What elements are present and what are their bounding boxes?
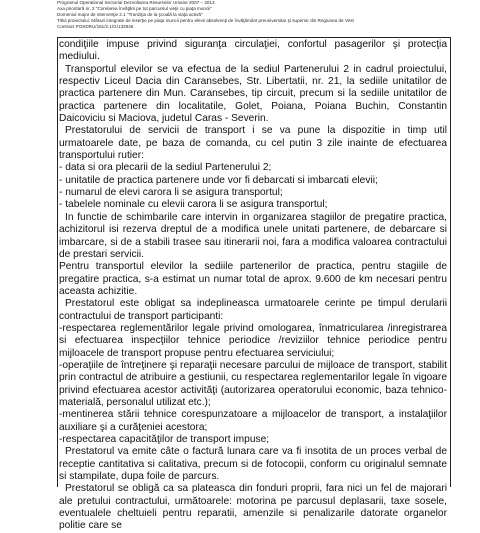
list-item: -respectarea reglementărilor legale privind omologarea, înmatricularea /inregistrarea si efectuarea inspecţiilor tehnice periodice /reviziilor tehnice periodice pentru mijloacele de transport propuse pentru efectuarea serviciului; xyxy=(59,322,447,359)
paragraph: Prestatorul este obligat sa indeplineasca urmatoarele cerinte pe timpul derularii contractului de transport participanti: xyxy=(59,298,447,322)
paragraph: In functie de schimbarile care intervin in organizarea stagiilor de pregatire practica, achizitorul isi rezerva dreptul de a modifica unele unitati partenere, de debarcare si imbarcare, si de a stabili trasee sau itinerarii noi, fara a modifica valoarea contractului de prestari servicii. xyxy=(59,211,447,260)
header-line: Domeniul major de intervenţie 2.1 "Tranziţia de la şcoală la viaţa activă" xyxy=(57,11,203,17)
list-item: - unitatile de practica partenere unde vor fi debarcati si imbarcati elevii; xyxy=(59,174,378,186)
paragraph: Prestatorul se obligă ca sa plateasca din fonduri proprii, fara nici un fel de majorari ale pretului contractului, următoarele: motorina pe parcusul deplasarii, taxe sosele, eventualele cheltuieli pentru reparatii, amenzile si penalizarile datorate organelor politie care se xyxy=(59,483,447,532)
document-body xyxy=(59,39,447,533)
list-item: - numarul de elevi carora li se asigura transportul; xyxy=(59,187,283,199)
list-item: - data si ora plecarii de la sediul Partenerului 2; xyxy=(59,162,272,174)
header-line: Axa prioritară nr. 2 "Corelarea învăţării pe tot parcursul vieţii cu piaţa muncii" xyxy=(57,5,212,11)
paragraph: condiţiile impuse privind siguranţa circulaţiei, confortul pasagerilor şi protecţia mediului. xyxy=(59,39,447,63)
list-item: -respectarea capacităţilor de transport impuse; xyxy=(59,434,270,445)
header-line: Programul Operational Sectorial Dezvoltarea Resurselor Umane 2007 – 2013 xyxy=(57,0,215,5)
header-line: Contract POSDRU/161/2.1/G/132945 xyxy=(57,23,134,29)
list-item: -operaţiile de întreţinere şi reparaţii necesare parcului de mijloace de transport, stabilit prin contractul de atribuire a gestiunii, cu respectarea reglementarilor legale în vigoare privind efectuarea acestor activităţi (autorizarea operatorului economic, baza tehnico-materială, personalul utilizat etc.); xyxy=(59,359,447,408)
paragraph: Transportul elevilor se va efectua de la sediul Partenerului 2 in cadrul proiectului, respectiv Liceul Dacia din Caransebes, Str. Libertatii, nr. 21, la sediile unitatilor de practica partenere din Mun. Caransebes, tip circuit, precum si la sediile unitatilor de practica partenere din localitatile, Golet, Poiana, Poiana Buchin, Constantin Daicoviciu si Maciova, judetul Caras - Severin. xyxy=(59,63,447,125)
paragraph: Prestatorului de servicii de transport i se va pune la dispozitie in timp util urmatoarele date, pe baza de comanda, cu cel putin 3 zile inainte de efectuarea transportului rutier: xyxy=(59,125,447,162)
list-item: -mentinerea stării tehnice corespunzatoare a mijloacelor de transport, a instalaţiilor auxiliare şi a curăţeniei acestora; xyxy=(59,409,447,433)
paragraph: Prestatorul va emite câte o factură lunara care va fi insotita de un proces verbal de receptie cantitativa si calitativa, precum si de fotocopii, conform cu originalul semnate si stampilate, dupa foile de parcurs. xyxy=(59,446,447,483)
page-header xyxy=(57,0,437,30)
header-line: Titlul proiectului: Mǎsuri integrate de inserţie pe piaţa muncii pentru elevii absolvenţi de învăţământ preuniversitar şi superior din Regiunea de Vest xyxy=(57,17,354,23)
list-item: - tabelele nominale cu elevii carora li se asigura transportul; xyxy=(59,199,328,211)
paragraph: Pentru transportul elevilor la sediile partenerilor de practica, pentru stagiile de pregatire practica, s-a estimat un numar total de aprox. 9.600 de km necesari pentru aceasta achizitie. xyxy=(59,261,447,297)
